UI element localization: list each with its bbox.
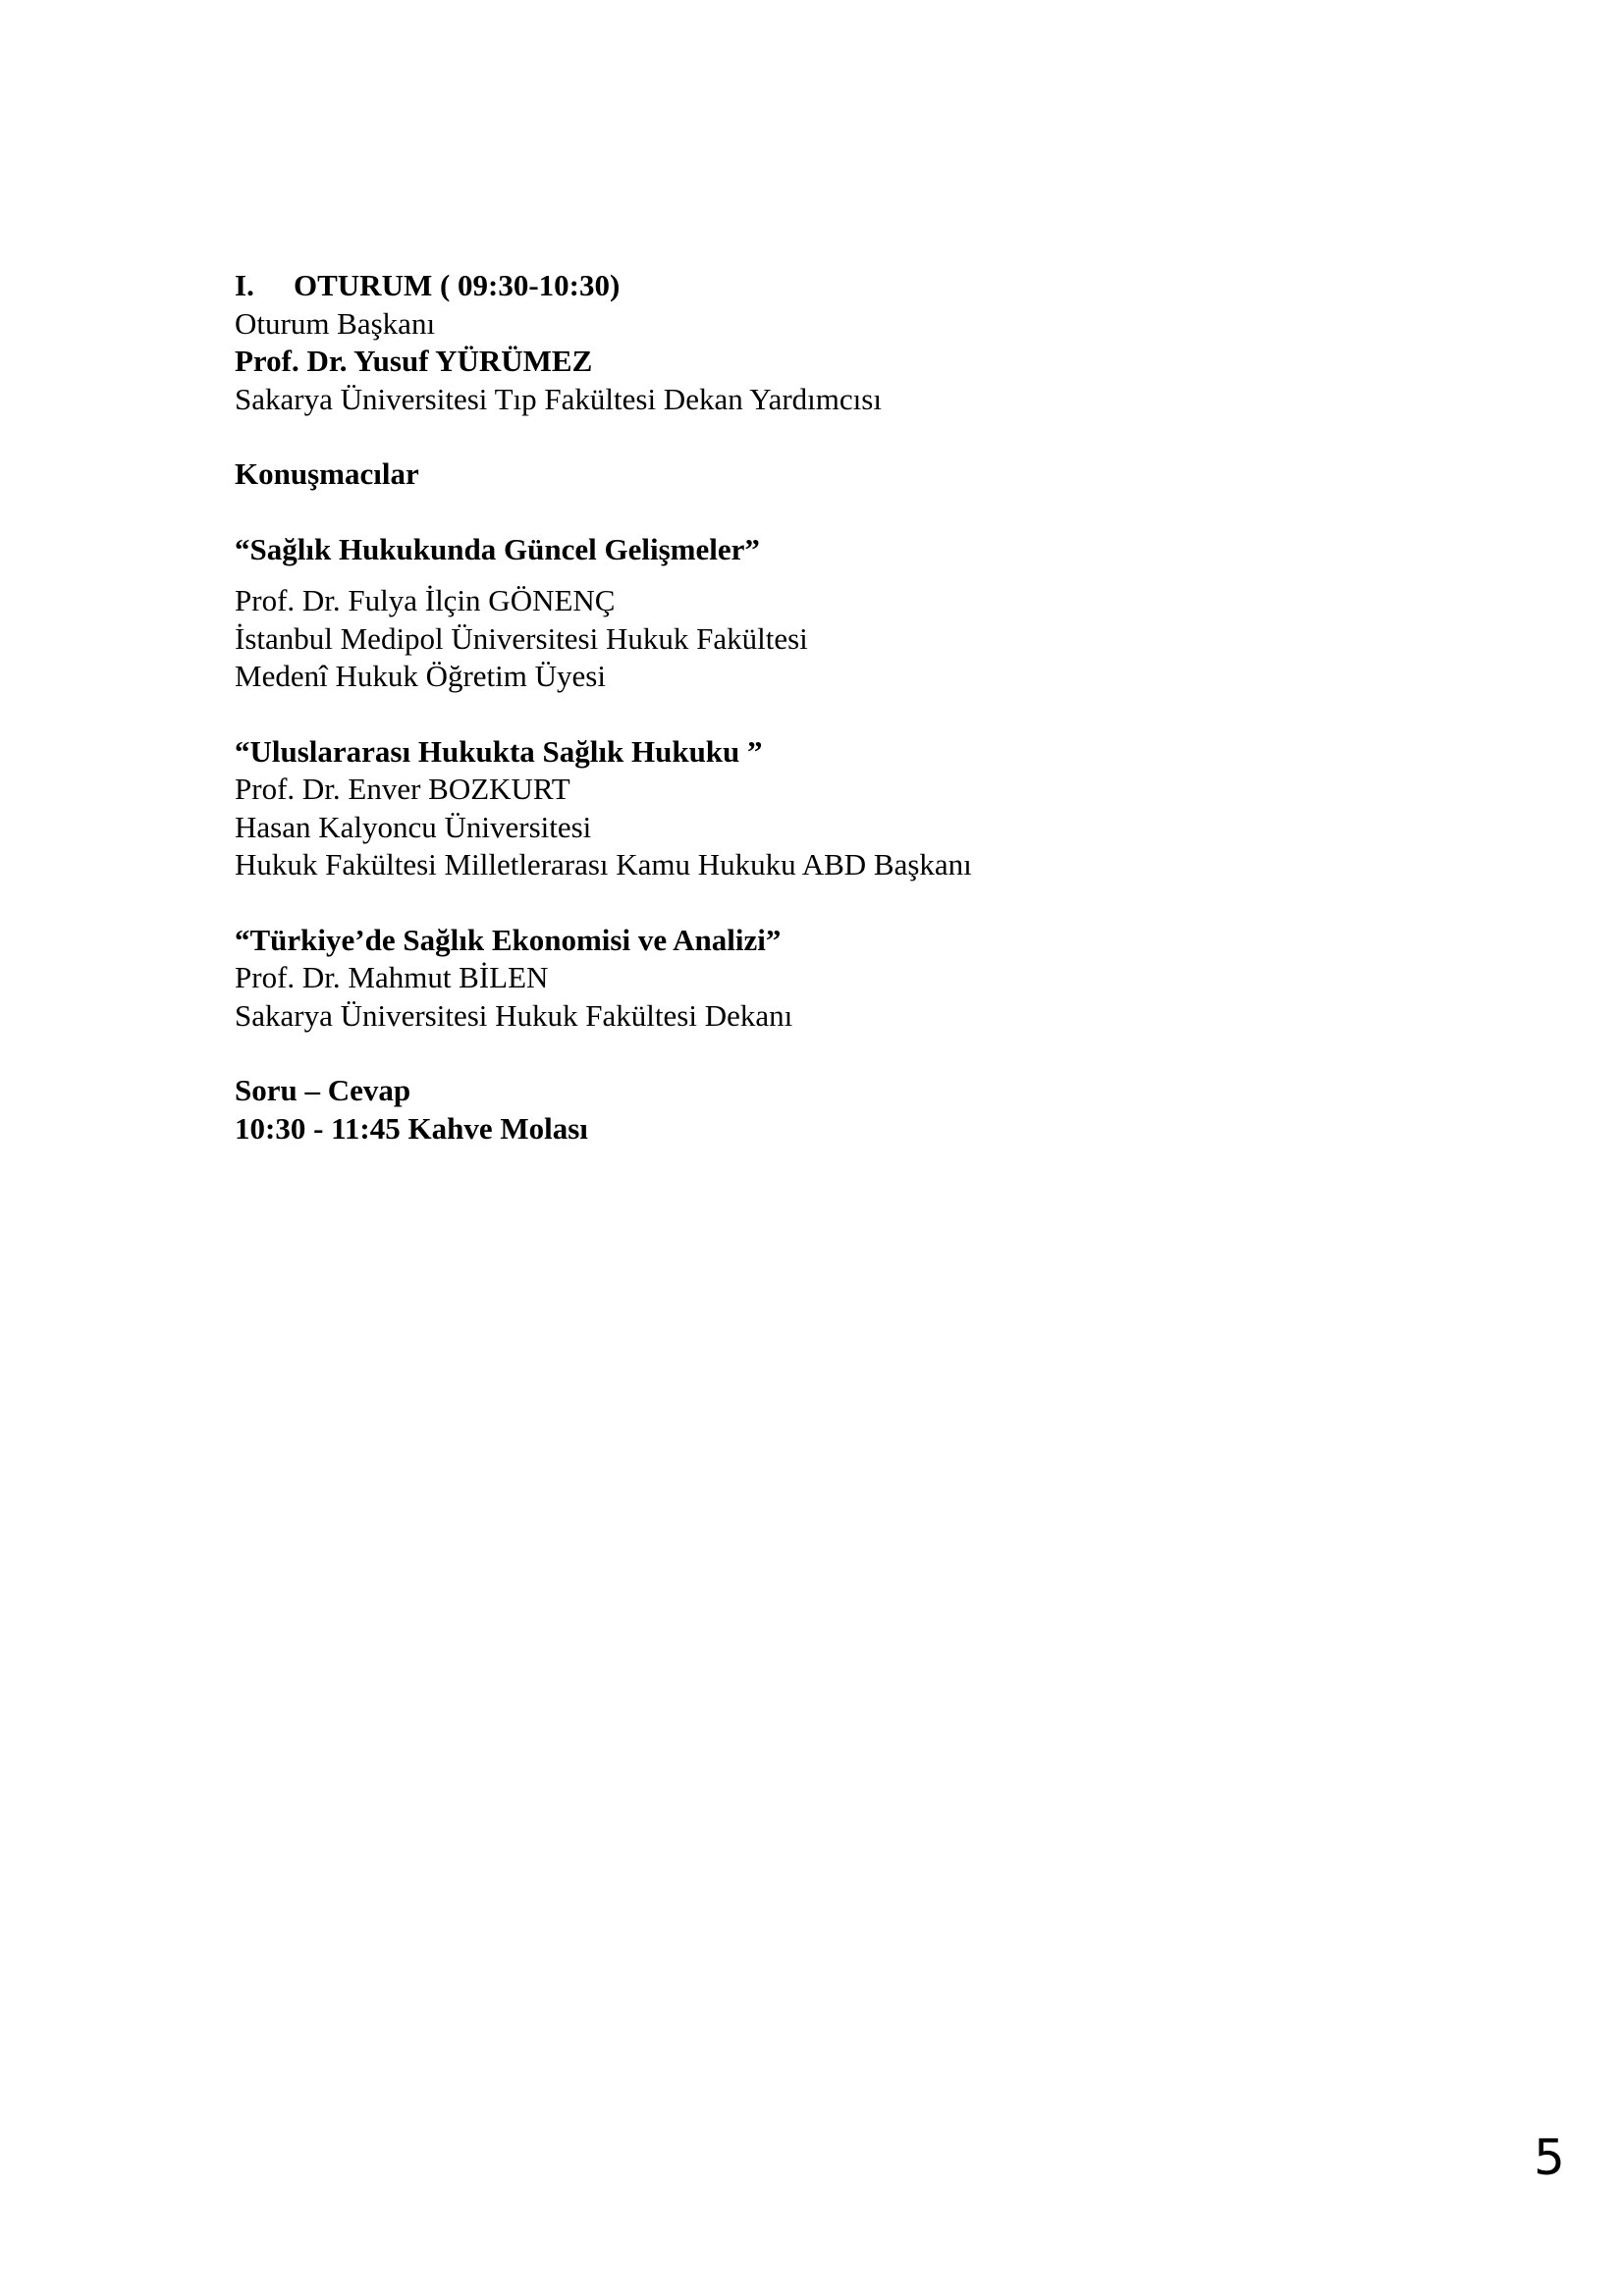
- spacer: [235, 1035, 1413, 1072]
- talk-speaker: Prof. Dr. Mahmut BİLEN: [235, 960, 549, 994]
- spacer: [235, 418, 1413, 455]
- program-page-content: [235, 267, 1413, 1148]
- talk-affiliation: İstanbul Medipol Üniversitesi Hukuk Fakültesi: [235, 620, 808, 656]
- talk-block: [235, 733, 1413, 884]
- session-chair-name: Prof. Dr. Yusuf YÜRÜMEZ: [235, 344, 593, 378]
- session-numeral: I.: [235, 268, 254, 302]
- talk-affiliation: Hasan Kalyoncu Üniversitesi: [235, 809, 592, 844]
- talk-title: “Türkiye’de Sağlık Ekonomisi ve Analizi”: [235, 922, 782, 957]
- session-title-text: OTURUM ( 09:30-10:30): [294, 268, 621, 302]
- talk-block: [235, 922, 1413, 1036]
- spacer: [235, 494, 1413, 531]
- talk-speaker: Prof. Dr. Fulya İlçin GÖNENÇ: [235, 583, 616, 617]
- spacer: [235, 568, 1413, 582]
- qa-line: Soru – Cevap: [235, 1073, 411, 1107]
- session-chair-label: Oturum Başkanı: [235, 305, 436, 341]
- talk-speaker: Prof. Dr. Enver BOZKURT: [235, 772, 570, 806]
- talk-affiliation: Sakarya Üniversitesi Hukuk Fakültesi Dekanı: [235, 997, 793, 1033]
- talk-block: [235, 531, 1413, 696]
- spacer: [235, 884, 1413, 922]
- talk-title: “Sağlık Hukukunda Güncel Gelişmeler”: [235, 531, 760, 566]
- speakers-heading: Konuşmacılar: [235, 456, 419, 491]
- talk-title: “Uluslararası Hukukta Sağlık Hukuku ”: [235, 733, 763, 769]
- page-number: 5: [1534, 2129, 1565, 2186]
- talk-affiliation: Hukuk Fakültesi Milletlerarası Kamu Hukuku ABD Başkanı: [235, 847, 972, 881]
- coffee-break-line: 10:30 - 11:45 Kahve Molası: [235, 1110, 588, 1146]
- spacer: [235, 696, 1413, 733]
- talk-affiliation: Medenî Hukuk Öğretim Üyesi: [235, 659, 606, 693]
- session-chair-affiliation: Sakarya Üniversitesi Tıp Fakültesi Dekan Yardımcısı: [235, 381, 882, 416]
- session-title: [235, 267, 1413, 305]
